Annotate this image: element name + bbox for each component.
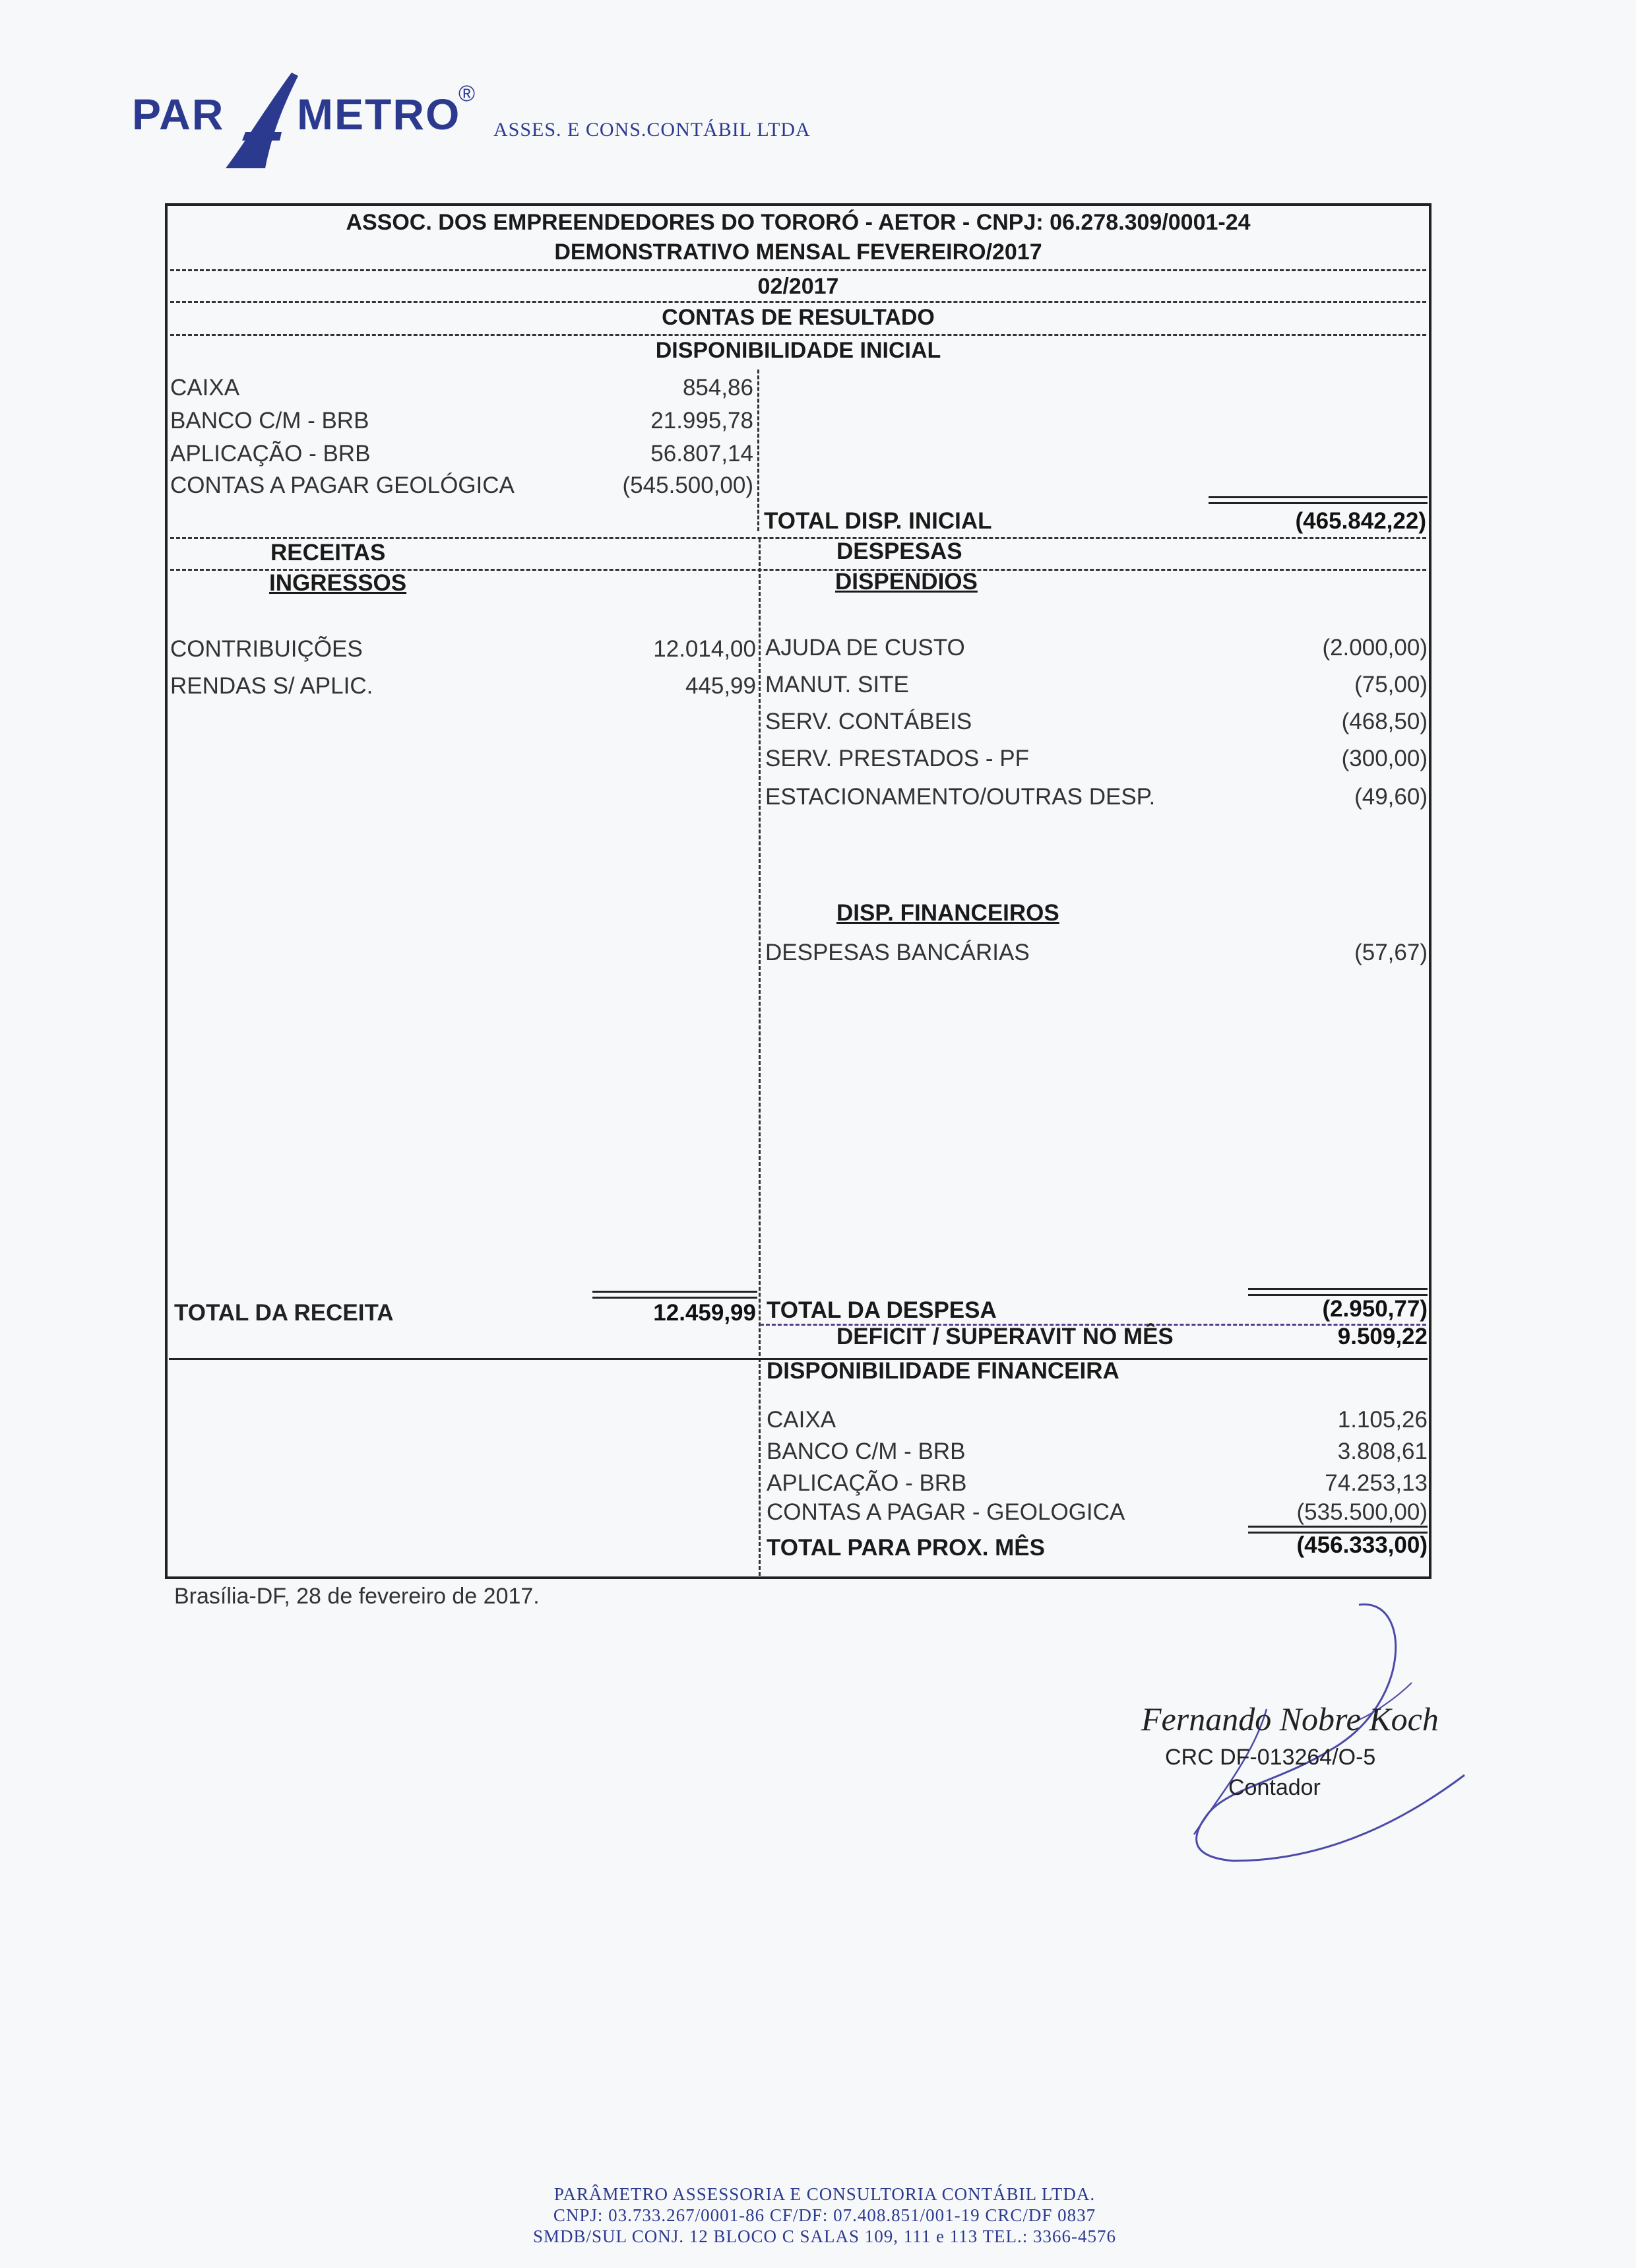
double-rule (592, 1291, 757, 1299)
receitas-title: RECEITAS (270, 540, 386, 566)
closing-label-contas: CONTAS A PAGAR - GEOLOGICA (767, 1499, 1125, 1525)
despesa-value-contabeis: (468,50) (1341, 709, 1428, 734)
despesa-label-prestados: SERV. PRESTADOS - PF (765, 746, 1030, 771)
receita-value-contribuicoes: 12.014,00 (653, 636, 756, 662)
closing-label-banco: BANCO C/M - BRB (767, 1439, 966, 1464)
column-divider-main (759, 538, 761, 1576)
closing-total-label: TOTAL PARA PROX. MÊS (767, 1535, 1045, 1561)
divider (170, 537, 1426, 539)
signature-role: Contador (1228, 1775, 1321, 1800)
despesas-subtitle: DISPENDIOS (835, 569, 978, 595)
opening-label-contas: CONTAS A PAGAR GEOLÓGICA (170, 472, 515, 498)
double-rule (1248, 1288, 1428, 1296)
despesa-value-bancarias: (57,67) (1354, 940, 1428, 965)
footer-registration: CNPJ: 03.733.267/0001-86 CF/DF: 07.408.851/001-19 CRC/DF 0837 (553, 2205, 1096, 2225)
closing-label-aplicacao: APLICAÇÃO - BRB (767, 1470, 967, 1496)
divider (170, 269, 1426, 271)
logo-a-mark-icon (219, 69, 305, 175)
despesa-label-ajuda: AJUDA DE CUSTO (765, 635, 965, 661)
divider (170, 301, 1426, 303)
logo-subtitle: ASSES. E CONS.CONTÁBIL LTDA (493, 119, 811, 141)
result-value: 9.509,22 (1337, 1324, 1428, 1349)
footer-company: PARÂMETRO ASSESSORIA E CONSULTORIA CONTÁBIL LTDA. (553, 2184, 1096, 2204)
despesa-value-ajuda: (2.000,00) (1322, 635, 1428, 661)
company-logo (132, 69, 501, 175)
opening-value-aplicacao: 56.807,14 (650, 441, 753, 467)
receita-value-rendas: 445,99 (685, 673, 756, 699)
opening-total-value: (465.842,22) (1295, 508, 1426, 534)
despesa-total-value: (2.950,77) (1322, 1296, 1428, 1322)
signature-name: Fernando Nobre Koch (1141, 1701, 1439, 1737)
header-entity-line: ASSOC. DOS EMPREENDEDORES DO TORORÓ - AETOR - CNPJ: 06.278.309/0001-24 (346, 210, 1251, 235)
opening-total-label: TOTAL DISP. INICIAL (764, 508, 992, 534)
result-label: DEFICIT / SUPERAVIT NO MÊS (836, 1324, 1174, 1349)
opening-value-banco: 21.995,78 (650, 408, 753, 434)
footer-address: SMDB/SUL CONJ. 12 BLOCO C SALAS 109, 111 e 113 TEL.: 3366-4576 (532, 2226, 1117, 2246)
opening-title: DISPONIBILIDADE INICIAL (655, 338, 941, 363)
despesa-label-contabeis: SERV. CONTÁBEIS (765, 709, 972, 734)
logo-registered: ® (458, 81, 476, 106)
closing-value-aplicacao: 74.253,13 (1325, 1470, 1428, 1496)
header-section: CONTAS DE RESULTADO (662, 305, 935, 330)
place-date: Brasília-DF, 28 de fevereiro de 2017. (174, 1584, 540, 1609)
logo-brand-left: PAR (132, 90, 225, 139)
opening-label-banco: BANCO C/M - BRB (170, 408, 369, 434)
despesa-total-label: TOTAL DA DESPESA (767, 1297, 997, 1323)
closing-total-value: (456.333,00) (1296, 1532, 1428, 1558)
receita-label-rendas: RENDAS S/ APLIC. (170, 673, 373, 699)
closing-value-banco: 3.808,61 (1337, 1439, 1428, 1464)
closing-title: DISPONIBILIDADE FINANCEIRA (767, 1358, 1119, 1384)
header-title: DEMONSTRATIVO MENSAL FEVEREIRO/2017 (554, 240, 1042, 265)
despesa-value-prestados: (300,00) (1341, 746, 1428, 771)
despesa-label-bancarias: DESPESAS BANCÁRIAS (765, 940, 1030, 965)
despesa-value-site: (75,00) (1354, 672, 1428, 697)
opening-label-aplicacao: APLICAÇÃO - BRB (170, 441, 371, 467)
opening-value-contas: (545.500,00) (622, 472, 753, 498)
closing-value-contas: (535.500,00) (1296, 1499, 1428, 1525)
opening-label-caixa: CAIXA (170, 375, 240, 401)
column-divider-opening (757, 370, 759, 531)
receita-label-contribuicoes: CONTRIBUIÇÕES (170, 636, 363, 662)
closing-value-caixa: 1.105,26 (1337, 1407, 1428, 1433)
header-period: 02/2017 (757, 274, 839, 299)
despesa-value-estacionamento: (49,60) (1354, 784, 1428, 810)
receita-total-value: 12.459,99 (653, 1300, 756, 1326)
despesa-label-site: MANUT. SITE (765, 672, 909, 697)
receita-total-label: TOTAL DA RECEITA (174, 1300, 394, 1326)
despesa-financeiros-title: DISP. FINANCEIROS (836, 900, 1059, 926)
logo-brand-right: METRO (297, 90, 461, 139)
double-rule (1209, 496, 1428, 504)
opening-value-caixa: 854,86 (682, 375, 753, 401)
closing-label-caixa: CAIXA (767, 1407, 836, 1433)
signature-crc: CRC DF-013264/O-5 (1165, 1745, 1376, 1770)
despesa-label-estacionamento: ESTACIONAMENTO/OUTRAS DESP. (765, 784, 1156, 810)
despesas-title: DESPESAS (836, 538, 962, 564)
divider (170, 334, 1426, 336)
receitas-subtitle: INGRESSOS (269, 570, 407, 596)
